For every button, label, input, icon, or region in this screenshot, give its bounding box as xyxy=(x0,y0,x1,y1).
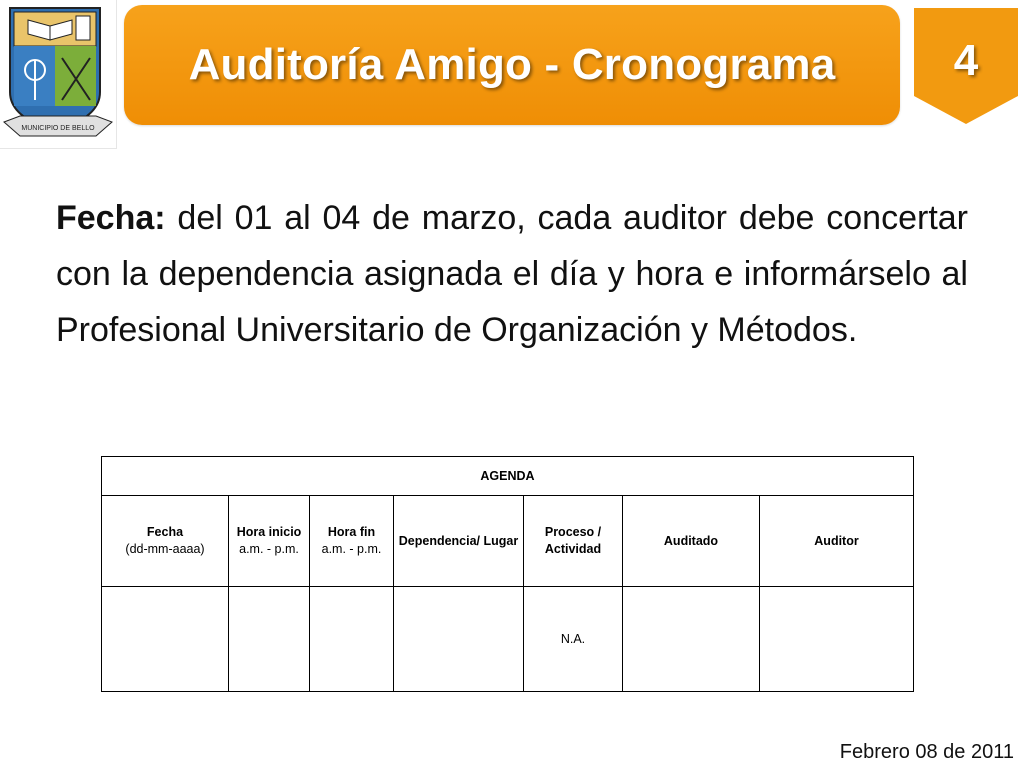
table-cell xyxy=(394,587,524,692)
logo-ribbon-text: MUNICIPIO DE BELLO xyxy=(21,125,95,132)
table-cell xyxy=(102,587,229,692)
table-cell xyxy=(310,587,394,692)
agenda-title: AGENDA xyxy=(102,457,914,496)
instructions-text: del 01 al 04 de marzo, cada auditor debe concertar con la dependencia asignada el día y hora e informárselo al Profesional Universitario de Organización y Métodos. xyxy=(56,199,968,349)
table-row xyxy=(102,587,914,692)
column-header-hora-fin: Hora fin a.m. - p.m. xyxy=(310,496,394,587)
instructions-paragraph xyxy=(56,190,968,358)
column-header-proceso: Proceso / Actividad xyxy=(524,496,623,587)
column-header-dependencia: Dependencia/ Lugar xyxy=(394,496,524,587)
slide-number: 4 xyxy=(953,36,979,85)
page-title: Auditoría Amigo - Cronograma xyxy=(188,40,836,89)
title-banner xyxy=(124,5,900,125)
table-cell xyxy=(229,587,310,692)
date-label: Fecha: xyxy=(56,199,166,237)
slide-number-badge xyxy=(914,8,1018,124)
column-header-hora-inicio: Hora inicio a.m. - p.m. xyxy=(229,496,310,587)
table-cell: N.A. xyxy=(524,587,623,692)
table-cell xyxy=(760,587,914,692)
column-header-auditor: Auditor xyxy=(760,496,914,587)
footer-date: Febrero 08 de 2011 xyxy=(839,741,1014,763)
column-header-auditado: Auditado xyxy=(623,496,760,587)
table-cell xyxy=(623,587,760,692)
column-header-fecha: Fecha (dd-mm-aaaa) xyxy=(102,496,229,587)
agenda-table xyxy=(101,456,914,692)
municipal-coat-of-arms-icon xyxy=(0,0,117,149)
